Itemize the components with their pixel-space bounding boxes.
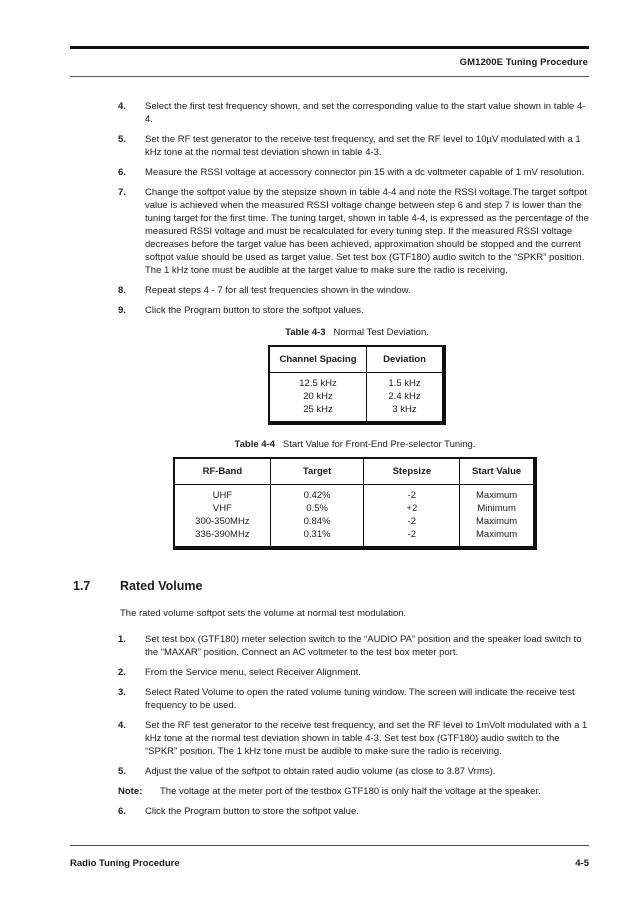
procedure-step [118,805,589,818]
section-number: 1.7 [73,579,91,593]
column-cells [367,373,442,421]
note [118,785,589,798]
column-header: Channel Spacing [270,347,366,373]
table-column [175,459,270,546]
step-text: Set the RF test generator to the receive test frequency, and set the RF level to 10µV modulated with a 1 kHz tone at the normal test deviation shown in table 4-3. [145,134,581,158]
column-cells [271,485,364,546]
procedure-steps-b [118,633,589,778]
step-text: Click the Program button to store the softpot values. [145,305,364,316]
footer-page-number: 4-5 [575,858,589,869]
table-4-3-block [268,327,446,425]
step-text: Set the RF test generator to the receive test frequency, and set the RF level to 1mVolt modulated with a 1 kHz tone at the normal test deviation shown in table 4-3. Set test box (GTF180) audio switch to the “SPKR” position. The 1 kHz tone must be audible to make sure the radio is receiving. [145,720,588,757]
table-cell: 2.4 kHz [388,391,421,402]
table-cell: Maximum [476,516,518,527]
step-number: 4. [118,720,126,731]
column-cells [460,485,533,546]
table-cell: 300-350MHz [195,516,250,527]
header-title: GM1200E Tuning Procedure [459,57,588,68]
footer-document-title: Radio Tuning Procedure [70,858,180,869]
section-title: Rated Volume [120,579,203,593]
procedure-steps-b-cont [118,805,589,818]
table-column [363,459,459,546]
step-number: 1. [118,634,126,645]
step-number: 8. [118,285,126,296]
table-4-3 [268,345,446,425]
table-4-4-block [173,439,537,550]
table-cell: 0.31% [303,529,331,540]
procedure-step [118,633,589,659]
column-header: RF-Band [175,459,270,485]
procedure-step [118,719,589,758]
table-cell: 0.42% [303,490,331,501]
table-cell: -2 [407,516,417,527]
section-heading [73,579,589,593]
table-cell: 12.5 kHz [299,378,337,389]
step-number: 2. [118,667,126,678]
step-text: Change the softpot value by the stepsize shown in table 4-4 and note the RSSI voltage.The target softpot value is achieved when the measured RSSI voltage change between step 6 and step 7 is lower than the tuning target for the first time. The tuning target, shown in table 4-4, is expressed as the percentage of the measured RSSI voltage and must be recalculated for every tuning step. If the measured RSSI voltage decreases before the target value has been achieved, approximation should be stopped and the current softpot value should be used as target value. Set test box (GTF180) audio switch to the “SPKR” position. The 1 kHz tone must be audible at the target value to make sure the radio is receiving. [145,187,589,276]
procedure-step [118,133,589,159]
table-column [366,347,442,421]
table-column [270,459,364,546]
table-cell: 336-390MHz [195,529,250,540]
column-header: Deviation [367,347,442,373]
procedure-step [118,666,589,679]
step-text: Select Rated Volume to open the rated volume tuning window. The screen will indicate the receive test frequency to be used. [145,687,575,711]
step-number: 5. [118,134,126,145]
table-cell: -2 [407,490,417,501]
table-column [270,347,366,421]
table-4-4-caption [173,439,537,450]
column-header: Stepsize [364,459,459,485]
step-text: Click the Program button to store the softpot value. [145,806,359,817]
table-cell: VHF [212,503,232,514]
step-text: Set test box (GTF180) meter selection switch to the “AUDIO PA” position and the speaker load switch to the “MAXAR” position. Connect an AC voltmeter to the test box meter port. [145,634,582,658]
table-cell: Minimum [477,503,516,514]
column-header: Target [271,459,364,485]
table-caption-label: Table 4-3 [285,327,326,338]
step-number: 5. [118,766,126,777]
table-cell: -2 [407,529,417,540]
step-number: 7. [118,187,126,198]
procedure-step [118,284,589,297]
step-text: Adjust the value of the softpot to obtain rated audio volume (as close to 3.87 Vrms). [145,766,496,777]
step-number: 6. [118,167,126,178]
page-header [70,49,589,76]
table-caption-label: Table 4-4 [234,439,275,450]
table-cell: 20 kHz [303,391,333,402]
step-text: Measure the RSSI voltage at accessory connector pin 15 with a dc voltmeter capable of 1 mV resolution. [145,167,585,178]
step-number: 9. [118,305,126,316]
step-text: Select the first test frequency shown, and set the corresponding value to the start value shown in table 4-4. [145,101,586,125]
table-cell: 3 kHz [392,404,417,415]
table-cell: 0.84% [303,516,331,527]
column-cells [270,373,366,421]
header-rule-thin [70,76,589,77]
table-cell: UHF [212,490,233,501]
page-footer [70,845,589,869]
step-number: 3. [118,687,126,698]
procedure-step [118,765,589,778]
column-header: Start Value [460,459,533,485]
note-label: Note: [118,786,143,797]
step-number: 6. [118,806,126,817]
table-cell: 0.5% [306,503,328,514]
table-cell: +2 [406,503,418,514]
table-cell: 1.5 kHz [388,378,421,389]
section-intro: The rated volume softpot sets the volume at normal test modulation. [120,608,407,619]
step-text: From the Service menu, select Receiver Alignment. [145,667,361,678]
table-caption-text: Normal Test Deviation. [333,327,429,338]
page-content [70,0,589,825]
table-cell: Maximum [476,490,518,501]
table-column [459,459,533,546]
table-cell: 25 kHz [303,404,333,415]
procedure-step [118,304,589,317]
table-4-3-caption [268,327,446,338]
procedure-step [118,686,589,712]
step-number: 4. [118,101,126,112]
step-text: Repeat steps 4 - 7 for all test frequencies shown in the window. [145,285,411,296]
table-caption-text: Start Value for Front-End Pre-selector Tuning. [282,439,476,450]
table-4-4 [173,457,537,550]
column-cells [364,485,459,546]
procedure-step [118,166,589,179]
procedure-steps-a [118,100,589,317]
procedure-step [118,100,589,126]
column-cells [175,485,270,546]
procedure-step [118,186,589,277]
table-cell: Maximum [476,529,518,540]
note-text: The voltage at the meter port of the testbox GTF180 is only half the voltage at the speaker. [160,786,541,797]
